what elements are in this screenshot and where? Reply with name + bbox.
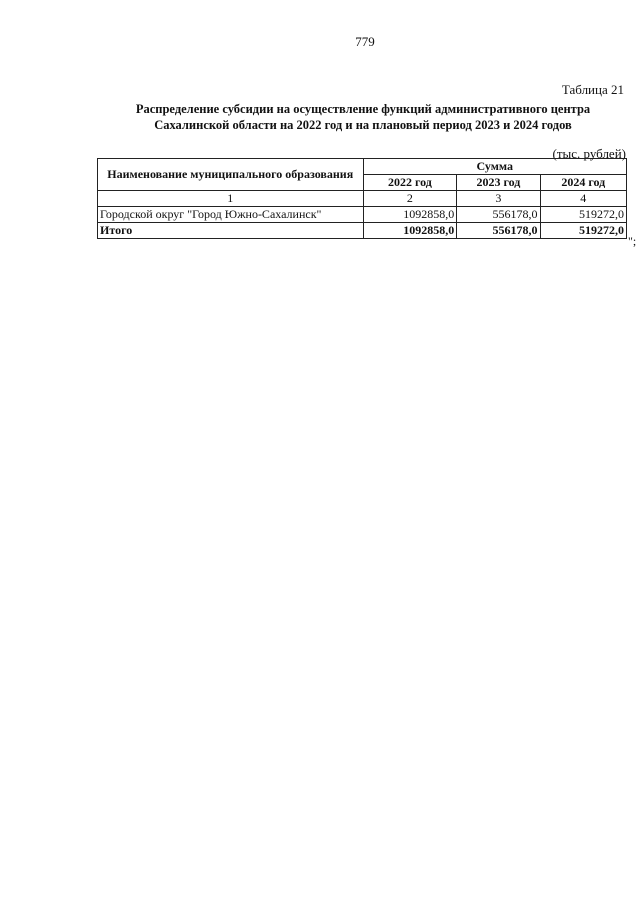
title-line-1: Распределение субсидии на осуществление функций административного центра [135, 102, 591, 116]
closing-quote-mark: "; [628, 234, 637, 248]
page-number: 779 [355, 34, 375, 49]
col-number-2: 2 [363, 191, 457, 207]
total-label: Итого [98, 223, 364, 239]
units-label: (тыс. рублей) [552, 146, 626, 161]
row-value-2023: 556178,0 [457, 207, 540, 223]
total-row [98, 223, 627, 239]
row-municipality-name: Городской округ "Город Южно-Сахалинск" [98, 207, 364, 223]
col-number-1: 1 [98, 191, 364, 207]
table-title [98, 101, 628, 133]
total-value-2022: 1092858,0 [363, 223, 457, 239]
table-label: Таблица 21 [561, 82, 624, 97]
subsidy-table [97, 158, 627, 239]
header-year-2024: 2024 год [540, 175, 626, 191]
col-number-3: 3 [457, 191, 540, 207]
row-value-2024: 519272,0 [540, 207, 626, 223]
header-name: Наименование муниципального образования [98, 159, 364, 191]
title-line-2: Сахалинской области на 2022 год и на плановый период 2023 и 2024 годов [154, 118, 572, 132]
col-number-4: 4 [540, 191, 626, 207]
table-row [98, 207, 627, 223]
header-year-2023: 2023 год [457, 175, 540, 191]
total-value-2023: 556178,0 [457, 223, 540, 239]
header-sum: Сумма [363, 159, 626, 175]
header-row [98, 159, 627, 175]
total-value-2024: 519272,0 [540, 223, 626, 239]
row-value-2022: 1092858,0 [363, 207, 457, 223]
header-year-2022: 2022 год [363, 175, 457, 191]
column-numbers-row [98, 191, 627, 207]
